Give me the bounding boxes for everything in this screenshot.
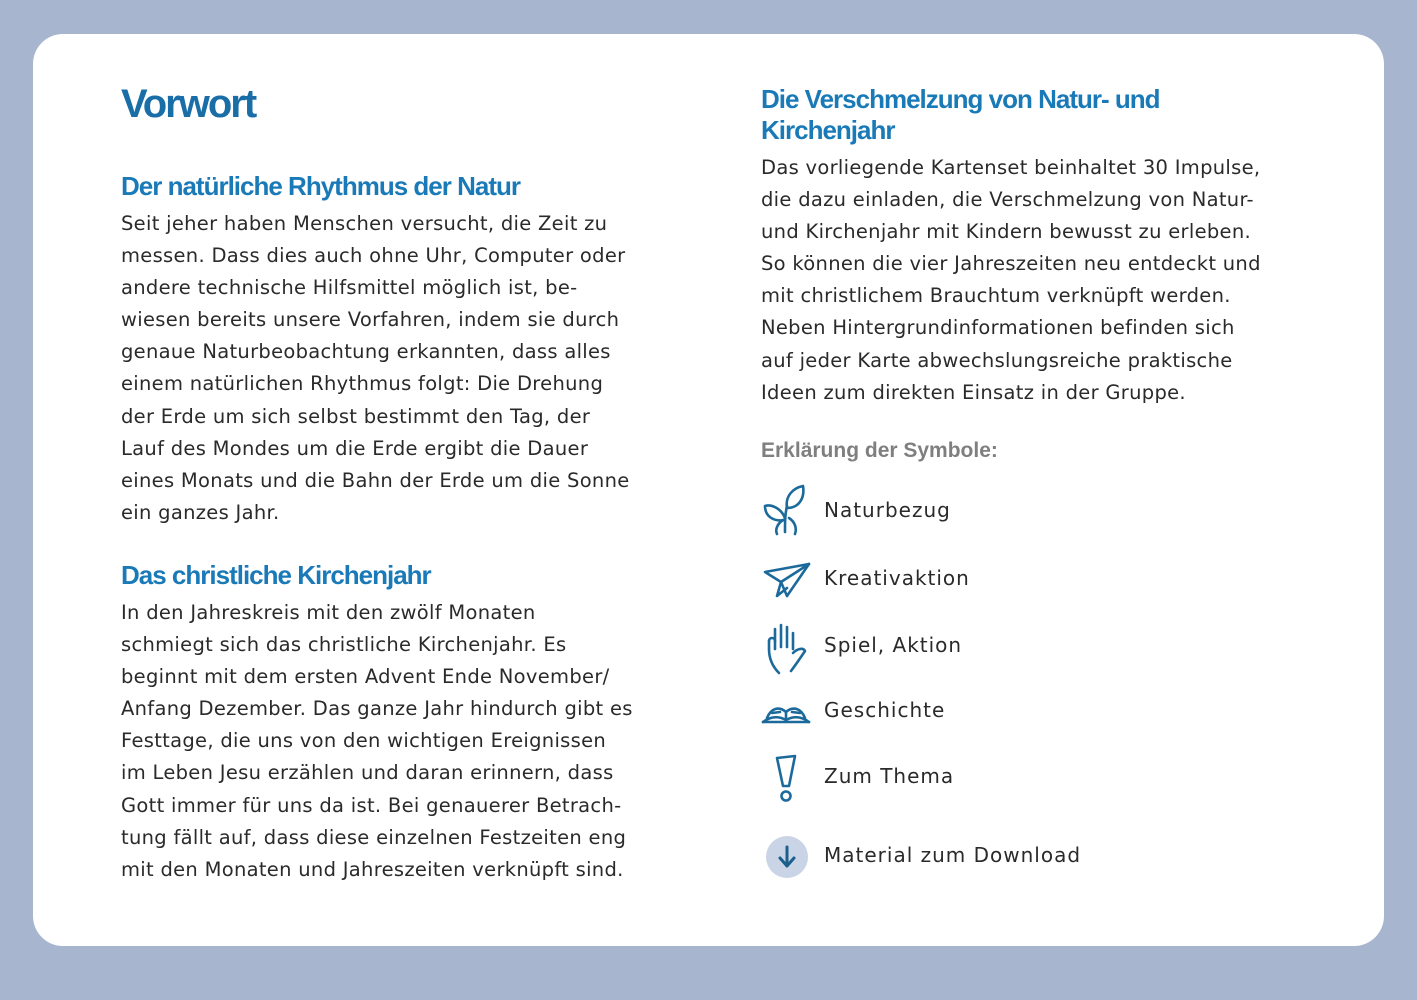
text-line: In den Jahreskreis mit den zwölf Monaten [121, 601, 536, 624]
symbols-heading: Erklärung der Symbole: [761, 439, 998, 462]
symbol-label: Geschichte [824, 698, 946, 722]
text-line: Anfang Dezember. Das ganze Jahr hindurch gibt es [121, 697, 633, 721]
text-line: die dazu einladen, die Verschmelzung von Natur- [761, 188, 1254, 212]
symbol-row-topic [761, 750, 1281, 806]
text-line: schmiegt sich das christliche Kirchenjahr. Es [121, 633, 567, 657]
symbol-row-creative [761, 552, 1281, 608]
text-line: Gott immer für uns da ist. Bei genauerer Betrach- [121, 793, 622, 817]
symbol-row-game [761, 619, 1281, 675]
symbol-label: Zum Thema [824, 764, 955, 788]
download-icon [761, 829, 811, 885]
text-line: mit den Monaten und Jahreszeiten verknüpft sind. [121, 857, 624, 881]
symbol-label: Material zum Download [824, 843, 1082, 867]
heading-line: Kirchenjahr [761, 115, 895, 145]
text-line: der Erde um sich selbst bestimmt den Tag, der [121, 404, 591, 428]
section-text-natural-rhythm [121, 208, 681, 529]
exclamation-icon [761, 750, 811, 806]
heading-line: Die Verschmelzung von Natur- und [761, 84, 1160, 114]
text-line: andere technische Hilfsmittel möglich ist, be- [121, 276, 578, 300]
text-line: Seit jeher haben Menschen versucht, die Zeit zu [121, 212, 608, 235]
text-line: eines Monats und die Bahn der Erde um die Sonne [121, 468, 630, 492]
text-line: Neben Hintergrundinformationen befinden sich [761, 316, 1235, 340]
text-line: Festtage, die uns von den wichtigen Ereignissen [121, 729, 607, 753]
text-line: im Leben Jesu erzählen und daran erinnern, dass [121, 761, 614, 785]
text-line: wiesen bereits unsere Vorfahren, indem sie durch [121, 308, 620, 332]
text-line: messen. Dass dies auch ohne Uhr, Computer oder [121, 244, 626, 268]
text-line: auf jeder Karte abwechslungsreiche praktische [761, 348, 1233, 372]
text-line: beginnt mit dem ersten Advent Ende November/ [121, 665, 610, 689]
symbol-row-download [761, 829, 1281, 885]
text-line: Ideen zum direkten Einsatz in der Gruppe. [761, 380, 1186, 404]
section-fusion [761, 84, 1321, 409]
symbol-label: Kreativaktion [824, 566, 970, 590]
open-book-icon [761, 684, 811, 740]
leaf-icon [761, 484, 811, 540]
section-heading-fusion [761, 84, 1321, 146]
text-line: So können die vier Jahreszeiten neu entdeckt und [761, 252, 1261, 276]
paper-plane-icon [761, 552, 811, 608]
text-line: einem natürlichen Rhythmus folgt: Die Drehung [121, 372, 604, 396]
text-line: Das vorliegende Kartenset beinhaltet 30 Impulse, [761, 156, 1261, 179]
text-line: Lauf des Mondes um die Erde ergibt die Dauer [121, 436, 589, 460]
section-text-church-year [121, 597, 681, 886]
section-natural-rhythm [121, 171, 681, 529]
symbol-label: Spiel, Aktion [824, 633, 963, 657]
symbol-label: Naturbezug [824, 498, 951, 522]
symbol-row-nature [761, 484, 1281, 540]
symbol-row-story [761, 684, 1281, 740]
section-text-fusion [761, 152, 1321, 409]
text-line: und Kirchenjahr mit Kindern bewusst zu erleben. [761, 220, 1251, 244]
page-title: Vorwort [121, 82, 256, 126]
text-line: genaue Naturbeobachtung erkannten, dass alles [121, 340, 611, 364]
section-heading-church-year: Das christliche Kirchenjahr [121, 560, 431, 590]
hand-icon [761, 619, 811, 675]
section-church-year [121, 560, 681, 886]
section-heading-natural-rhythm: Der natürliche Rhythmus der Natur [121, 171, 520, 201]
page-card [33, 34, 1384, 946]
text-line: ein ganzes Jahr. [121, 500, 280, 524]
text-line: mit christlichem Brauchtum verknüpft werden. [761, 284, 1231, 308]
text-line: tung fällt auf, dass diese einzelnen Festzeiten eng [121, 825, 627, 849]
